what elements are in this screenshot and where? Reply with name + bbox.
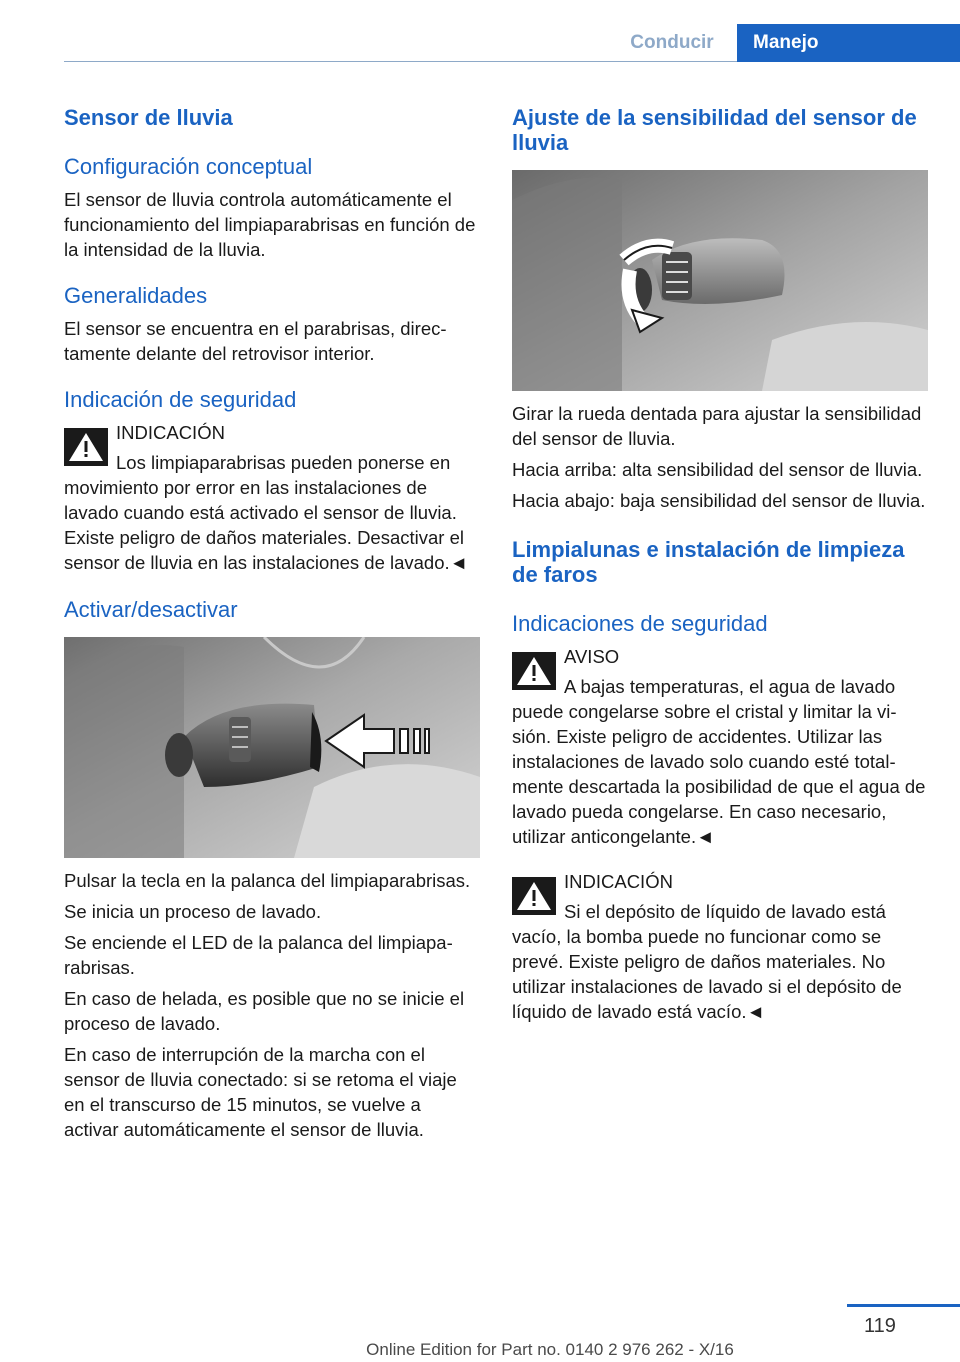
heading-generalidades: Generalidades	[64, 283, 208, 308]
tab-manejo[interactable]: Manejo	[737, 24, 960, 62]
heading-indicaciones-seguridad: Indicaciones de seguridad	[512, 611, 768, 636]
aviso-label: AVISO	[564, 646, 620, 667]
paragraph-arriba: Hacia arriba: alta sensibilidad del sensor de lluvia.	[512, 459, 923, 480]
paragraph-led: Se enciende el LED de la palanca del limpiaparabrisas.	[64, 932, 453, 978]
warning-triangle-icon	[64, 428, 108, 466]
heading-configuracion-conceptual: Configuración conceptual	[64, 154, 313, 179]
paragraph-interrupcion: En caso de interrupción de la marcha con el sensor de lluvia conectado: si se retoma el viaje en el transcurso de 15 minutos, se vuelve a activar automáticamente el sensor de lluvia.	[64, 1044, 457, 1140]
indicacion-label: INDICACIÓN	[564, 871, 673, 892]
indicacion-block	[512, 869, 928, 1024]
left-column	[64, 100, 480, 1142]
paragraph-general: El sensor se encuentra en el parabrisas, directamente delante del retrovisor interior.	[64, 318, 447, 364]
paragraph-girar: Girar la rueda dentada para ajustar la sensibilidad del sensor de lluvia.	[512, 403, 922, 449]
indicacion-text: Si el depósito de líquido de lavado está vacío, la bomba puede no funcionar como se prevé. Existe peligro de daños materiales. No utilizar instalaciones de lavado si el depósito de líquido de lavado está vacío.◄	[512, 901, 902, 1022]
heading-indicacion-seguridad: Indicación de seguridad	[64, 387, 297, 412]
lever-figure	[64, 637, 480, 858]
warning-label: INDICACIÓN	[116, 422, 225, 443]
tab-conducir[interactable]: Conducir	[630, 32, 714, 53]
right-column	[512, 100, 928, 1024]
sensitivity-wheel-illustration	[512, 170, 928, 391]
paragraph-abajo: Hacia abajo: baja sensibilidad del sensor de lluvia.	[512, 490, 926, 511]
footer-edition: Online Edition for Part no. 0140 2 976 262 - X/16	[366, 1340, 734, 1359]
paragraph-helada: En caso de helada, es posible que no se inicie el proceso de lavado.	[64, 988, 465, 1034]
heading-limpialunas: Limpialunas e instalación de limpieza de faros	[512, 537, 905, 587]
paragraph-pulsar: Pulsar la tecla en la palanca del limpiaparabrisas.	[64, 870, 471, 891]
heading-activar-desactivar: Activar/desactivar	[64, 597, 238, 622]
paragraph-concept: El sensor de lluvia controla automáticamente el funcionamiento del limpiaparabrisas en función de la intensidad de la lluvia.	[64, 189, 476, 260]
page-number: 119	[864, 1315, 896, 1337]
page-number-rule	[847, 1304, 960, 1307]
aviso-block	[512, 644, 928, 849]
paragraph-inicio: Se inicia un proceso de lavado.	[64, 901, 322, 922]
wiper-lever-button-illustration	[64, 637, 480, 858]
heading-sensor-de-lluvia: Sensor de lluvia	[64, 105, 233, 130]
warning-block	[64, 420, 480, 575]
warning-text: Los limpiaparabrisas pueden ponerse en movimiento por error en las instalaciones de lavado cuando está activado el sensor de lluvia. Existe peligro de daños materiales. Desactivar el sensor de lluvia en las instalaciones de lavado.◄	[64, 452, 468, 573]
warning-triangle-icon	[512, 652, 556, 690]
warning-triangle-icon	[512, 877, 556, 915]
wheel-figure	[512, 170, 928, 391]
aviso-text: A bajas temperaturas, el agua de lavado puede congelarse sobre el cristal y limitar la visión. Existe peligro de accidentes. Utilizar las instalaciones de lavado solo cuando esté totalmente descartada la posibilidad de que el agua de lavado pueda congelarse. En caso necesario, utilizar anticongelante.◄	[512, 676, 926, 847]
heading-ajuste-sensibilidad: Ajuste de la sensibilidad del sensor de lluvia	[512, 105, 917, 155]
